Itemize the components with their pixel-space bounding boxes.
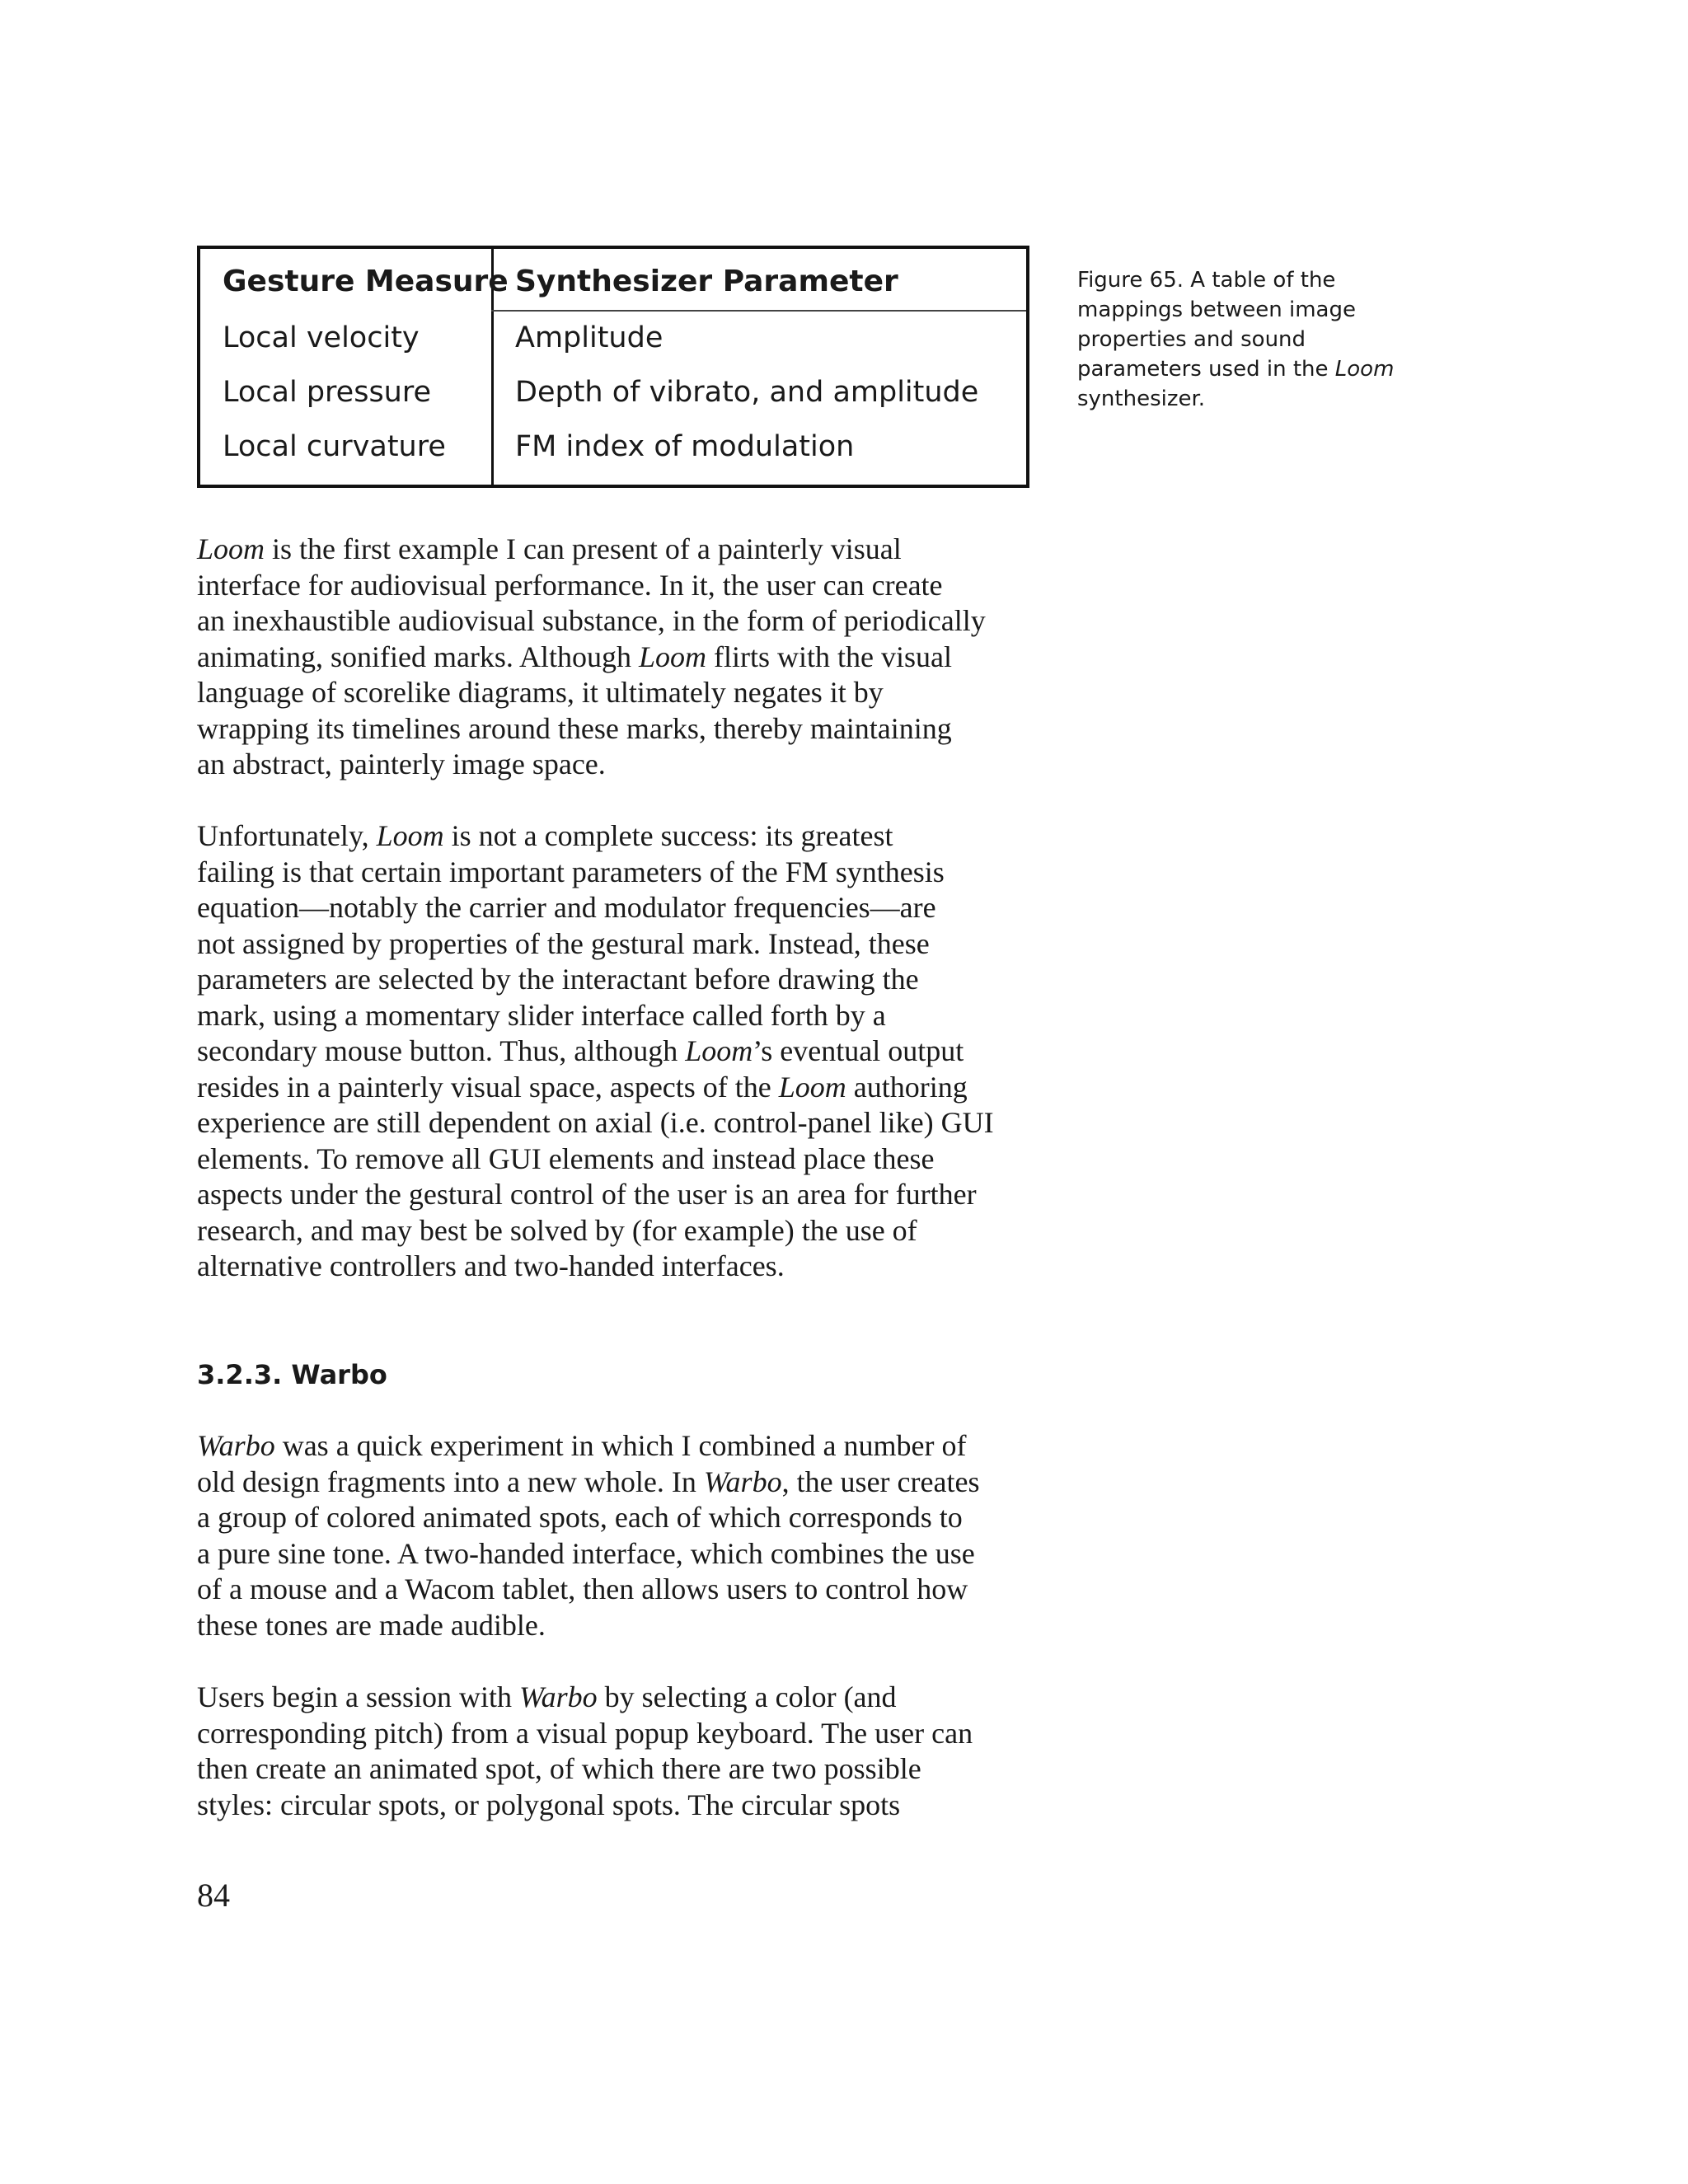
table-cell: Depth of vibrato, and amplitude: [515, 376, 979, 409]
page-number: 84: [197, 1877, 230, 1914]
table-header-gesture-measure: Gesture Measure: [223, 265, 509, 298]
text-line: mark, using a momentary slider interface called forth by a: [197, 998, 886, 1032]
text-run: Unfortunately,: [197, 819, 377, 852]
text-line: [197, 1465, 1046, 1501]
text-line: these tones are made audible.: [197, 1608, 546, 1642]
text-run: authoring: [846, 1070, 968, 1104]
text-run: by selecting a color (and: [597, 1680, 897, 1713]
italic-title: Loom: [778, 1070, 846, 1104]
text-line: parameters are selected by the interactant before drawing the: [197, 963, 919, 996]
text-line: [197, 1070, 1046, 1106]
text-run: old design fragments into a new whole. In: [197, 1465, 704, 1498]
text-line: of a mouse and a Wacom tablet, then allows users to control how: [197, 1572, 968, 1605]
text-line: a group of colored animated spots, each of which corresponds to: [197, 1501, 963, 1534]
table-cell: FM index of modulation: [515, 430, 855, 463]
text-run: resides in a painterly visual space, aspects of the: [197, 1070, 779, 1104]
text-run: ’s eventual output: [753, 1034, 964, 1067]
italic-title: Loom: [376, 819, 444, 852]
caption-line: synthesizer.: [1077, 387, 1206, 411]
text-line: language of scorelike diagrams, it ultimately negates it by: [197, 676, 884, 709]
text-line: an abstract, painterly image space.: [197, 748, 606, 780]
text-line: equation—notably the carrier and modulator frequencies—are: [197, 891, 936, 924]
table-cell: Amplitude: [515, 321, 663, 354]
text-line: [197, 1428, 1046, 1465]
text-run: Users begin a session with: [197, 1680, 519, 1713]
text-line: [197, 1680, 1046, 1716]
text-line: aspects under the gestural control of the user is an area for further: [197, 1178, 977, 1211]
table-header-divider: [491, 310, 1026, 312]
paragraph-loom-critique: [197, 818, 1046, 1285]
text-line: styles: circular spots, or polygonal spots. The circular spots: [197, 1788, 901, 1821]
paragraph-warbo-intro: [197, 1428, 1046, 1643]
text-run: , the user creates: [781, 1465, 980, 1498]
text-line: [197, 532, 1046, 568]
text-line: an inexhaustible audiovisual substance, in the form of periodically: [197, 604, 986, 637]
caption-line: properties and sound: [1077, 327, 1306, 352]
mapping-table: [197, 246, 1029, 488]
table-header-synthesizer-parameter: Synthesizer Parameter: [515, 265, 898, 298]
caption-italic-title: Loom: [1334, 357, 1395, 382]
italic-title: Loom: [638, 640, 706, 673]
italic-title: Loom: [197, 532, 265, 565]
text-line: corresponding pitch) from a visual popup keyboard. The user can: [197, 1716, 973, 1750]
text-run: secondary mouse button. Thus, although: [197, 1034, 686, 1067]
text-line: failing is that certain important parameters of the FM synthesis: [197, 855, 945, 888]
paragraph-warbo-session: [197, 1680, 1046, 1823]
table-cell: Local pressure: [223, 376, 432, 409]
caption-line: mappings between image: [1077, 298, 1356, 322]
caption-text: parameters used in the: [1077, 357, 1335, 382]
text-line: a pure sine tone. A two-handed interface, which combines the use: [197, 1536, 975, 1570]
text-line: [197, 818, 1046, 855]
italic-title: Warbo: [518, 1680, 598, 1713]
table-cell: Local curvature: [223, 430, 446, 463]
text-line: [197, 1033, 1046, 1070]
text-run: is the first example I can present of a painterly visual: [265, 532, 902, 565]
paragraph-loom-intro: [197, 532, 1046, 783]
text-line: alternative controllers and two-handed interfaces.: [197, 1249, 785, 1282]
text-line: [197, 640, 1046, 676]
table-cell: Local velocity: [223, 321, 420, 354]
italic-title: Warbo: [703, 1465, 782, 1498]
text-line: not assigned by properties of the gestural mark. Instead, these: [197, 926, 930, 960]
italic-title: Loom: [685, 1034, 753, 1067]
italic-title: Warbo: [197, 1429, 275, 1462]
section-heading: 3.2.3. Warbo: [197, 1359, 387, 1390]
text-run: is not a complete success: its greatest: [443, 819, 893, 852]
text-run: animating, sonified marks. Although: [197, 640, 639, 673]
text-line: then create an animated spot, of which there are two possible: [197, 1752, 921, 1785]
caption-line: [1077, 354, 1423, 384]
caption-line: Figure 65. A table of the: [1077, 268, 1336, 293]
figure-caption: [1077, 265, 1423, 414]
text-run: was a quick experiment in which I combined a number of: [274, 1429, 967, 1462]
text-line: research, and may best be solved by (for example) the use of: [197, 1213, 917, 1247]
text-line: experience are still dependent on axial (i.e. control-panel like) GUI: [197, 1106, 994, 1139]
text-line: interface for audiovisual performance. In it, the user can create: [197, 568, 943, 602]
text-line: elements. To remove all GUI elements and instead place these: [197, 1141, 935, 1175]
text-line: wrapping its timelines around these marks, thereby maintaining: [197, 711, 952, 745]
text-run: flirts with the visual: [706, 640, 952, 673]
